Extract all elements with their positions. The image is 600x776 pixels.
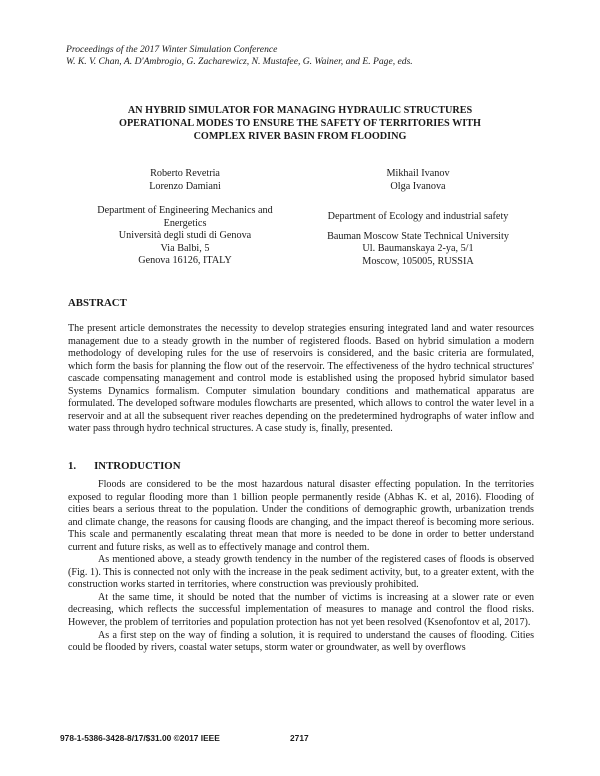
abstract-text: The present article demonstrates the necessity to develop strategies ensuring integrated land and water resources management due to a steady growth in the number of registered floods. Based on hybrid simulation a modern methodology of developing rules for the use of reservoirs is considered, and the basic criteria are formulated, which form the basis for planning the flow out of the reservoir. The effectiveness of the hydro technical structures' cascade compensating management and control mode is established using the proposed hybrid simulator based Systems Dynamics formalism. Computer simulation boundary conditions and mathematical apparatus are formulated. The developed software modules flowcharts are presented, which allows to control the water level in a reservoir and at all the subsequent river reaches depending on the predetermined hydrographs of water inflow and water pass through hydro technical structures. A case study is, finally, presented.	[68, 323, 534, 435]
section-title: INTRODUCTION	[94, 460, 181, 472]
paragraph: As a first step on the way of finding a solution, it is required to understand the causes of flooding. Cities could be flooded by rivers, coastal water setups, storm water or groundwater, as well by overflows	[68, 629, 534, 654]
section-number: 1.	[68, 460, 77, 472]
title-line-2: OPERATIONAL MODES TO ENSURE THE SAFETY OF TERRITORIES WITH	[119, 117, 481, 129]
abstract-heading: ABSTRACT	[68, 297, 127, 309]
proceedings-line-2: W. K. V. Chan, A. D'Ambrogio, G. Zacharewicz, N. Mustafee, G. Wainer, and E. Page, eds.	[66, 56, 413, 67]
author-name: Lorenzo Damiani	[149, 180, 221, 192]
proceedings-line-1: Proceedings of the 2017 Winter Simulation Conference	[66, 44, 278, 55]
street-address: Ul. Baumanskaya 2-ya, 5/1	[362, 243, 474, 254]
introduction-body	[68, 479, 534, 655]
section-heading	[68, 460, 181, 472]
paragraph: As mentioned above, a steady growth tendency in the number of the registered cases of floods is observed (Fig. 1). This is connected not only with the increase in the peak sediment activity, but, to a greater extent, with the construction works started in territories, where construction was previously prohibited.	[68, 554, 534, 591]
city-address: Moscow, 105005, RUSSIA	[362, 255, 474, 267]
author-name: Roberto Revetria	[150, 168, 220, 179]
author-name: Olga Ivanova	[390, 180, 446, 192]
page-number: 2717	[290, 733, 309, 743]
author-name: Mikhail Ivanov	[386, 168, 450, 179]
abstract-body	[68, 323, 534, 436]
street-address: Via Balbi, 5	[160, 242, 210, 254]
footer-isbn: 978-1-5386-3428-8/17/$31.00 ©2017 IEEE	[60, 733, 220, 743]
authors-left	[80, 168, 290, 268]
authors-right	[298, 168, 538, 268]
city-address: Genova 16126, ITALY	[138, 255, 232, 266]
university: Università degli studi di Genova	[118, 230, 252, 241]
department-line: Energetics	[163, 217, 207, 229]
university: Bauman Moscow State Technical University	[327, 230, 509, 242]
title-line-3: COMPLEX RIVER BASIN FROM FLOODING	[193, 130, 407, 142]
department-line: Department of Engineering Mechanics and	[97, 205, 273, 216]
paper-title	[60, 105, 540, 143]
title-line-1: AN HYBRID SIMULATOR FOR MANAGING HYDRAULIC STRUCTURES	[127, 105, 473, 116]
paragraph: Floods are considered to be the most hazardous natural disaster effecting population. In the territories exposed to regular flooding more than 1 billion people permanently reside (Abhas K. et al, 2016). Flooding of cities bears a serious threat to the population. Under the conditions of demographic growth, urbanization trends and climate change, the reasons for causing floods are changing, and the impact thereof is becoming more serious. This scale and permanently escalating threat mean that more is needed to be done in order to better understand current and future risks, as well as to effectively manage and control them.	[68, 479, 534, 553]
department-line: Department of Ecology and industrial safety	[327, 211, 509, 222]
paragraph: At the same time, it should be noted that the number of victims is increasing at a slower rate or even decreasing, which reflects the successful implementation of measures to manage and control the flood risks. However, the problem of territories and population protection has not yet been resolved (Ksenofontov et al, 2017).	[68, 591, 534, 629]
